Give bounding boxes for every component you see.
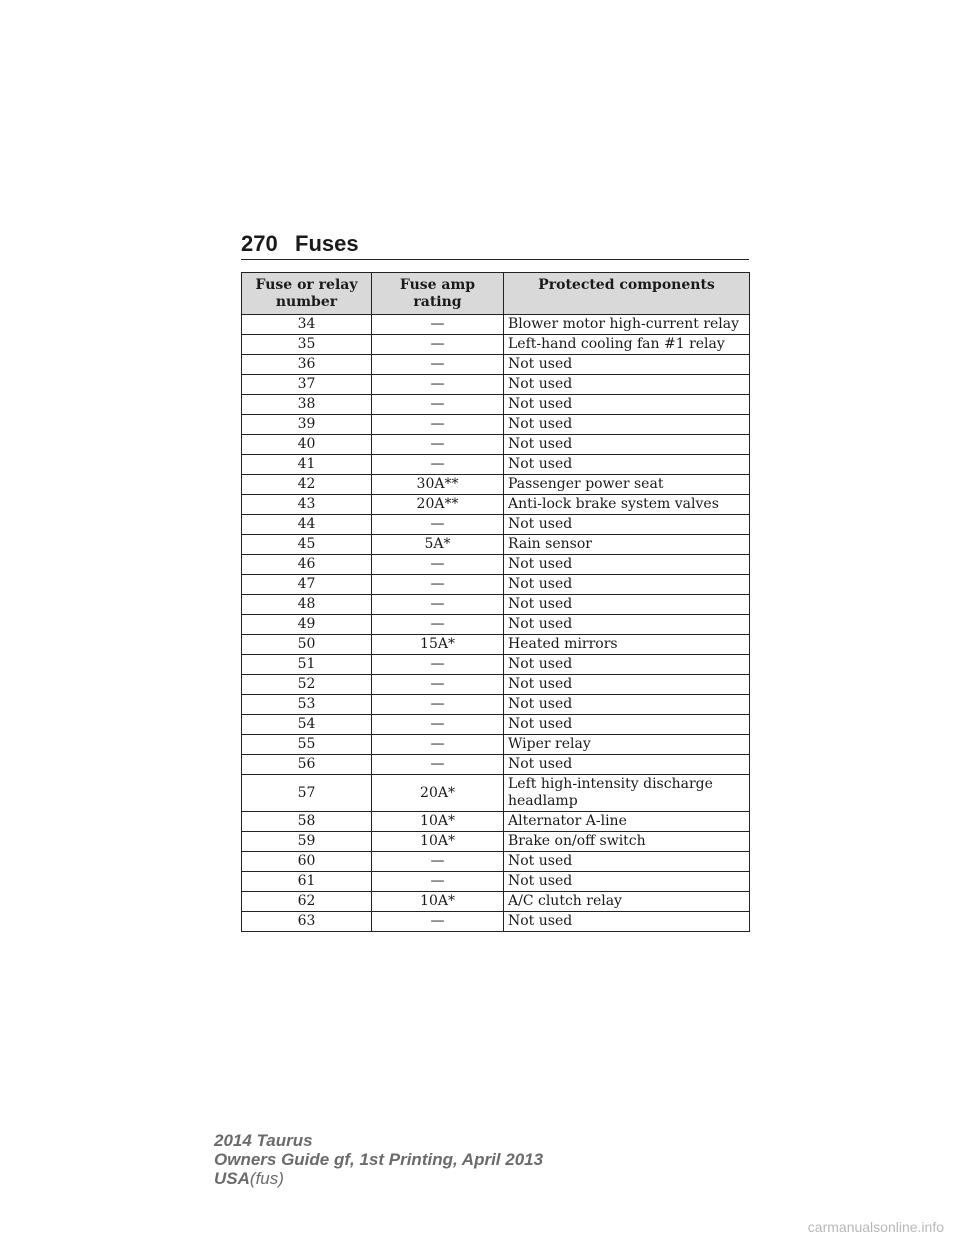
table-row <box>242 715 750 735</box>
header-fuse-number-line2: number <box>275 294 338 310</box>
table-row <box>242 735 750 755</box>
fuse-number-cell: 56 <box>242 755 372 775</box>
protected-component-cell: Wiper relay <box>504 735 750 755</box>
header-divider <box>241 259 749 260</box>
protected-component-cell: Not used <box>504 455 750 475</box>
footer-region-code: (fus) <box>249 1169 284 1188</box>
table-row <box>242 495 750 515</box>
amp-rating-cell: 10A* <box>372 832 504 852</box>
fuse-number-cell: 46 <box>242 555 372 575</box>
table-header-row <box>242 273 750 315</box>
fuse-number-cell: 35 <box>242 335 372 355</box>
table-row <box>242 892 750 912</box>
fuse-number-cell: 40 <box>242 435 372 455</box>
table-row <box>242 615 750 635</box>
table-row <box>242 395 750 415</box>
protected-component-cell: A/C clutch relay <box>504 892 750 912</box>
table-row <box>242 515 750 535</box>
table-row <box>242 375 750 395</box>
protected-component-cell: Not used <box>504 755 750 775</box>
fuse-number-cell: 44 <box>242 515 372 535</box>
table-row <box>242 355 750 375</box>
amp-rating-cell: — <box>372 715 504 735</box>
table-row <box>242 852 750 872</box>
fuse-number-cell: 48 <box>242 595 372 615</box>
page-header <box>241 231 749 261</box>
amp-rating-cell: — <box>372 395 504 415</box>
fuse-number-cell: 62 <box>242 892 372 912</box>
fuse-number-cell: 61 <box>242 872 372 892</box>
fuse-number-cell: 53 <box>242 695 372 715</box>
amp-rating-cell: — <box>372 575 504 595</box>
page-number: 270 <box>241 231 278 256</box>
protected-component-cell: Passenger power seat <box>504 475 750 495</box>
header-amp-rating-line2: rating <box>413 294 462 310</box>
fuse-number-cell: 60 <box>242 852 372 872</box>
header-fuse-number-line1: Fuse or relay <box>255 277 358 293</box>
fuse-number-cell: 55 <box>242 735 372 755</box>
amp-rating-cell: — <box>372 755 504 775</box>
amp-rating-cell: — <box>372 912 504 932</box>
table-row <box>242 535 750 555</box>
header-amp-rating-line1: Fuse amp <box>399 277 476 293</box>
fuse-number-cell: 54 <box>242 715 372 735</box>
protected-component-cell: Not used <box>504 415 750 435</box>
amp-rating-cell: — <box>372 375 504 395</box>
protected-component-cell: Not used <box>504 715 750 735</box>
protected-component-cell: Not used <box>504 695 750 715</box>
fuse-number-cell: 47 <box>242 575 372 595</box>
amp-rating-cell: 10A* <box>372 892 504 912</box>
header-fuse-number <box>242 273 372 315</box>
fuse-table <box>241 272 750 932</box>
protected-component-cell: Not used <box>504 355 750 375</box>
header-amp-rating <box>372 273 504 315</box>
fuse-number-cell: 38 <box>242 395 372 415</box>
protected-component-cell: Left high-intensity discharge headlamp <box>504 775 750 812</box>
table-row <box>242 415 750 435</box>
amp-rating-cell: — <box>372 872 504 892</box>
protected-component-cell: Brake on/off switch <box>504 832 750 852</box>
amp-rating-cell: 20A* <box>372 775 504 812</box>
protected-component-cell: Not used <box>504 675 750 695</box>
fuse-number-cell: 43 <box>242 495 372 515</box>
table-row <box>242 695 750 715</box>
fuse-number-cell: 45 <box>242 535 372 555</box>
fuse-number-cell: 37 <box>242 375 372 395</box>
amp-rating-cell: — <box>372 852 504 872</box>
fuse-number-cell: 57 <box>242 775 372 812</box>
amp-rating-cell: — <box>372 735 504 755</box>
amp-rating-cell: — <box>372 355 504 375</box>
header-protected-components: Protected components <box>504 273 750 315</box>
amp-rating-cell: — <box>372 615 504 635</box>
amp-rating-cell: — <box>372 695 504 715</box>
table-row <box>242 635 750 655</box>
protected-component-cell: Anti-lock brake system valves <box>504 495 750 515</box>
amp-rating-cell: — <box>372 515 504 535</box>
table-row <box>242 435 750 455</box>
protected-component-cell: Not used <box>504 515 750 535</box>
amp-rating-cell: 15A* <box>372 635 504 655</box>
amp-rating-cell: — <box>372 455 504 475</box>
footer-edition: Owners Guide gf, 1st Printing, April 2013 <box>214 1150 544 1169</box>
table-row <box>242 575 750 595</box>
fuse-number-cell: 42 <box>242 475 372 495</box>
fuse-number-cell: 52 <box>242 675 372 695</box>
amp-rating-cell: — <box>372 675 504 695</box>
protected-component-cell: Not used <box>504 435 750 455</box>
table-row <box>242 555 750 575</box>
fuse-number-cell: 63 <box>242 912 372 932</box>
amp-rating-cell: — <box>372 415 504 435</box>
protected-component-cell: Not used <box>504 615 750 635</box>
fuse-number-cell: 50 <box>242 635 372 655</box>
fuse-number-cell: 58 <box>242 812 372 832</box>
table-row <box>242 755 750 775</box>
watermark: carmanualsonline.info <box>807 1219 944 1235</box>
fuse-number-cell: 39 <box>242 415 372 435</box>
table-row <box>242 812 750 832</box>
footer-region <box>214 1169 543 1188</box>
table-row <box>242 872 750 892</box>
amp-rating-cell: — <box>372 655 504 675</box>
protected-component-cell: Not used <box>504 852 750 872</box>
protected-component-cell: Left-hand cooling fan #1 relay <box>504 335 750 355</box>
fuse-number-cell: 36 <box>242 355 372 375</box>
footer <box>214 1131 543 1188</box>
table-row <box>242 912 750 932</box>
fuse-number-cell: 41 <box>242 455 372 475</box>
table-row <box>242 595 750 615</box>
protected-component-cell: Not used <box>504 872 750 892</box>
footer-model: 2014 Taurus <box>214 1131 313 1150</box>
amp-rating-cell: 10A* <box>372 812 504 832</box>
fuse-number-cell: 34 <box>242 315 372 335</box>
protected-component-cell: Not used <box>504 912 750 932</box>
amp-rating-cell: 5A* <box>372 535 504 555</box>
table-row <box>242 655 750 675</box>
table-row <box>242 335 750 355</box>
table-row <box>242 775 750 812</box>
amp-rating-cell: — <box>372 595 504 615</box>
protected-component-cell: Not used <box>504 575 750 595</box>
table-row <box>242 832 750 852</box>
section-title: Fuses <box>295 231 359 256</box>
fuse-number-cell: 59 <box>242 832 372 852</box>
fuse-table-body <box>242 315 750 932</box>
protected-component-cell: Not used <box>504 395 750 415</box>
protected-component-cell: Blower motor high-current relay <box>504 315 750 335</box>
amp-rating-cell: — <box>372 335 504 355</box>
protected-component-cell: Heated mirrors <box>504 635 750 655</box>
table-row <box>242 455 750 475</box>
amp-rating-cell: — <box>372 315 504 335</box>
table-row <box>242 675 750 695</box>
amp-rating-cell: 30A** <box>372 475 504 495</box>
amp-rating-cell: — <box>372 555 504 575</box>
amp-rating-cell: — <box>372 435 504 455</box>
amp-rating-cell: 20A** <box>372 495 504 515</box>
protected-component-cell: Not used <box>504 655 750 675</box>
fuse-number-cell: 51 <box>242 655 372 675</box>
table-row <box>242 315 750 335</box>
protected-component-cell: Not used <box>504 555 750 575</box>
fuse-number-cell: 49 <box>242 615 372 635</box>
protected-component-cell: Not used <box>504 375 750 395</box>
protected-component-cell: Not used <box>504 595 750 615</box>
footer-region-main: USA <box>214 1169 250 1188</box>
protected-component-cell: Rain sensor <box>504 535 750 555</box>
protected-component-cell: Alternator A-line <box>504 812 750 832</box>
table-row <box>242 475 750 495</box>
